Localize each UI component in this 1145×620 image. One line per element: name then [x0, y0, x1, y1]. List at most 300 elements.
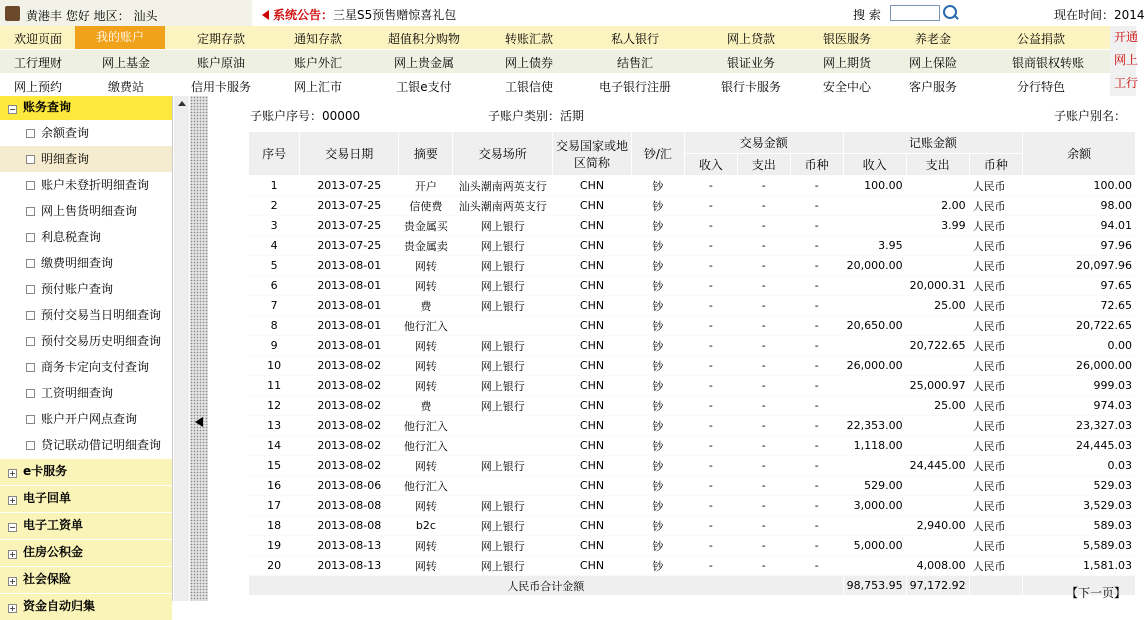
user-avatar-icon [5, 6, 20, 21]
cell-balance: 974.03 [1023, 396, 1136, 416]
search-input[interactable] [890, 5, 940, 21]
cell-summary: 费 [399, 396, 453, 416]
cell-date: 2013-08-01 [300, 296, 399, 316]
cell-txn-in: - [684, 416, 737, 436]
col-cash: 钞/汇 [631, 132, 684, 176]
col-book-in: 收入 [843, 154, 906, 176]
sidebar-item-label: 预付交易历史明细查询 [41, 334, 162, 348]
cell-balance: 100.00 [1023, 176, 1136, 196]
cell-book-out: 25.00 [906, 396, 969, 416]
cell-txn-ccy: - [790, 396, 843, 416]
cell-date: 2013-08-13 [300, 536, 399, 556]
table-row [249, 476, 1136, 496]
sidebar-item-credit-link[interactable] [0, 432, 172, 458]
cell-book-ccy: 人民币 [969, 396, 1023, 416]
table-row [249, 456, 1136, 476]
cell-book-ccy: 人民币 [969, 256, 1023, 276]
cell-book-in: 3,000.00 [843, 496, 906, 516]
cell-place: 网上银行 [453, 256, 553, 276]
cell-date: 2013-08-01 [300, 256, 399, 276]
cell-book-out: 25.00 [906, 296, 969, 316]
cell-txn-out: - [737, 256, 790, 276]
cell-cash: 钞 [631, 456, 684, 476]
sidebar-group-social-insurance[interactable] [0, 566, 172, 593]
cell-book-ccy: 人民币 [969, 556, 1023, 576]
item-icon [26, 389, 35, 398]
cell-cash: 钞 [631, 196, 684, 216]
cell-txn-out: - [737, 396, 790, 416]
cell-book-ccy: 人民币 [969, 276, 1023, 296]
sidebar-head-account-query[interactable] [0, 96, 172, 120]
cell-seq: 18 [249, 516, 300, 536]
cell-txn-ccy: - [790, 296, 843, 316]
cell-book-out [906, 256, 969, 276]
cell-balance: 1,581.03 [1023, 556, 1136, 576]
cell-book-out: 3.99 [906, 216, 969, 236]
side-link-3[interactable]: 工行 [1114, 76, 1139, 90]
cell-book-in [843, 336, 906, 356]
sidebar-item-label: 贷记联动借记明细查询 [41, 438, 162, 452]
cell-seq: 10 [249, 356, 300, 376]
expand-icon: + [9, 604, 16, 613]
cell-book-ccy: 人民币 [969, 316, 1023, 336]
cell-seq: 1 [249, 176, 300, 196]
cell-txn-out: - [737, 496, 790, 516]
sidebar-group-receipt[interactable] [0, 485, 172, 512]
cell-date: 2013-08-01 [300, 276, 399, 296]
table-row [249, 496, 1136, 516]
cell-country: CHN [553, 536, 632, 556]
cell-txn-ccy: - [790, 496, 843, 516]
cell-country: CHN [553, 216, 632, 236]
cell-txn-ccy: - [790, 476, 843, 496]
sidebar-item-unposted[interactable] [0, 172, 172, 198]
menu-fund[interactable]: 网上基金 [101, 56, 150, 70]
total-out: 97,172.92 [906, 576, 969, 596]
cell-txn-ccy: - [790, 276, 843, 296]
item-icon [26, 259, 35, 268]
menu-notice-deposit[interactable]: 通知存款 [293, 32, 342, 46]
cell-book-ccy: 人民币 [969, 536, 1023, 556]
cell-balance: 97.96 [1023, 236, 1136, 256]
total-ccy-cell [969, 576, 1023, 596]
side-link-1[interactable]: 开通 [1114, 30, 1139, 44]
cell-summary: 他行汇入 [399, 476, 453, 496]
table-row [249, 396, 1136, 416]
cell-txn-in: - [684, 316, 737, 336]
menu-precious-metal[interactable]: 网上贵金属 [393, 56, 454, 70]
cell-txn-ccy: - [790, 216, 843, 236]
sidebar-item-label: 账户开户网点查询 [41, 412, 138, 426]
menu-forex[interactable]: 账户外汇 [293, 56, 342, 70]
side-link-2[interactable]: 网上 [1114, 53, 1139, 67]
cell-seq: 12 [249, 396, 300, 416]
cell-txn-in: - [684, 336, 737, 356]
cell-place: 网上银行 [453, 376, 553, 396]
collapse-icon: − [9, 523, 16, 532]
cell-country: CHN [553, 236, 632, 256]
cell-country: CHN [553, 336, 632, 356]
cell-txn-ccy: - [790, 196, 843, 216]
menu-online-loan[interactable]: 网上贷款 [726, 32, 775, 46]
menu-fx-settle[interactable]: 结售汇 [616, 56, 653, 70]
cell-book-out [906, 496, 969, 516]
col-txn-ccy: 币种 [790, 154, 843, 176]
cell-summary: 网转 [399, 536, 453, 556]
cell-seq: 6 [249, 276, 300, 296]
sidebar-item-branch[interactable] [0, 406, 172, 432]
menu-private-bank[interactable]: 私人银行 [610, 32, 659, 46]
cell-balance: 94.01 [1023, 216, 1136, 236]
cell-cash: 钞 [631, 176, 684, 196]
cell-txn-out: - [737, 536, 790, 556]
sidebar-item-label: 预付交易当日明细查询 [41, 308, 162, 322]
cell-book-in: 5,000.00 [843, 536, 906, 556]
cell-txn-in: - [684, 436, 737, 456]
col-book-amount: 记账金额 [843, 132, 1023, 154]
sidebar-item-online-sale[interactable] [0, 198, 172, 224]
item-icon [26, 441, 35, 450]
item-icon [26, 233, 35, 242]
frame-splitter[interactable] [190, 96, 208, 601]
sidebar-item-label: 账户未登折明细查询 [41, 178, 150, 192]
sidebar-item-detail[interactable] [0, 146, 172, 172]
cell-summary: 他行汇入 [399, 316, 453, 336]
cell-book-ccy: 人民币 [969, 496, 1023, 516]
cell-book-in [843, 276, 906, 296]
notice-link[interactable]: 三星S5预售赠惊喜礼包 [333, 8, 457, 22]
cell-country: CHN [553, 476, 632, 496]
cell-book-ccy: 人民币 [969, 336, 1023, 356]
speaker-icon [262, 10, 269, 20]
cell-country: CHN [553, 556, 632, 576]
table-row [249, 536, 1136, 556]
cell-book-out: 20,000.31 [906, 276, 969, 296]
cell-cash: 钞 [631, 496, 684, 516]
cell-seq: 16 [249, 476, 300, 496]
menu-medical[interactable]: 银医服务 [822, 32, 871, 46]
sidebar-item-prepaid[interactable] [0, 276, 172, 302]
table-row [249, 336, 1136, 356]
menu-crude-oil[interactable]: 账户原油 [196, 56, 245, 70]
cell-txn-out: - [737, 436, 790, 456]
cell-date: 2013-08-02 [300, 376, 399, 396]
cell-book-out: 25,000.97 [906, 376, 969, 396]
cell-cash: 钞 [631, 416, 684, 436]
cell-country: CHN [553, 416, 632, 436]
col-txn-amount: 交易金额 [684, 132, 843, 154]
cell-book-ccy: 人民币 [969, 196, 1023, 216]
cell-country: CHN [553, 396, 632, 416]
cell-place: 网上银行 [453, 516, 553, 536]
total-in: 98,753.95 [843, 576, 906, 596]
cell-book-ccy: 人民币 [969, 216, 1023, 236]
cell-txn-out: - [737, 236, 790, 256]
menu-insurance[interactable]: 网上保险 [908, 56, 957, 70]
cell-book-ccy: 人民币 [969, 236, 1023, 256]
table-row [249, 216, 1136, 236]
cell-balance: 589.03 [1023, 516, 1136, 536]
sidebar-item-prepaid-today[interactable] [0, 302, 172, 328]
sidebar-item-label: 利息税查询 [41, 230, 102, 244]
sidebar-group-fund-sweep[interactable] [0, 593, 172, 620]
cell-balance: 23,327.03 [1023, 416, 1136, 436]
cell-balance: 26,000.00 [1023, 356, 1136, 376]
collapse-icon: − [9, 105, 16, 114]
sidebar-group-payslip[interactable] [0, 512, 172, 539]
cell-txn-in: - [684, 496, 737, 516]
sidebar-item-payment-detail[interactable] [0, 250, 172, 276]
menu-wealth[interactable]: 工行理财 [13, 56, 62, 70]
cell-book-in [843, 376, 906, 396]
cell-txn-out: - [737, 456, 790, 476]
user-greeting: 黄港丰 您好 地区： 汕头 [26, 9, 158, 23]
cell-cash: 钞 [631, 436, 684, 456]
cell-book-in [843, 396, 906, 416]
sidebar-group-housing-fund[interactable] [0, 539, 172, 566]
cell-seq: 15 [249, 456, 300, 476]
table-row [249, 276, 1136, 296]
menu-welcome[interactable]: 欢迎页面 [13, 32, 62, 46]
cell-txn-in: - [684, 176, 737, 196]
sidebar-item-label: 商务卡定向支付查询 [41, 360, 150, 374]
cell-book-out [906, 236, 969, 256]
sub-account-type: 子账户类别：活期 [488, 109, 585, 123]
cell-balance: 5,589.03 [1023, 536, 1136, 556]
table-row [249, 436, 1136, 456]
sidebar-item-label: 缴费明细查询 [41, 256, 114, 270]
cell-book-ccy: 人民币 [969, 416, 1023, 436]
cell-book-ccy: 人民币 [969, 456, 1023, 476]
cell-book-out: 4,008.00 [906, 556, 969, 576]
cell-txn-in: - [684, 456, 737, 476]
col-book-out: 支出 [906, 154, 969, 176]
menu-donation[interactable]: 公益捐款 [1016, 32, 1065, 46]
expand-icon: + [9, 469, 16, 478]
cell-book-in: 20,000.00 [843, 256, 906, 276]
cell-txn-in: - [684, 356, 737, 376]
cell-date: 2013-08-02 [300, 396, 399, 416]
cell-cash: 钞 [631, 516, 684, 536]
collapse-sidebar-icon[interactable] [195, 417, 203, 427]
search-icon[interactable] [943, 5, 957, 19]
cell-txn-ccy: - [790, 536, 843, 556]
menu-security[interactable]: 安全中心 [822, 80, 871, 94]
sidebar-group-label: e卡服务 [23, 464, 68, 478]
cell-txn-in: - [684, 296, 737, 316]
transaction-rows [249, 176, 1136, 576]
cell-summary: 他行汇入 [399, 416, 453, 436]
system-notice [262, 6, 456, 23]
cell-cash: 钞 [631, 216, 684, 236]
cell-txn-ccy: - [790, 356, 843, 376]
sidebar-item-label: 工资明细查询 [41, 386, 114, 400]
cell-txn-out: - [737, 356, 790, 376]
cell-cash: 钞 [631, 316, 684, 336]
cell-date: 2013-08-08 [300, 516, 399, 536]
table-row [249, 296, 1136, 316]
sidebar-item-salary[interactable] [0, 380, 172, 406]
cell-balance: 20,097.96 [1023, 256, 1136, 276]
menu-reservation[interactable]: 网上预约 [13, 80, 62, 94]
cell-txn-out: - [737, 216, 790, 236]
cell-book-ccy: 人民币 [969, 376, 1023, 396]
cell-txn-in: - [684, 276, 737, 296]
cell-txn-in: - [684, 536, 737, 556]
cell-txn-in: - [684, 516, 737, 536]
menu-bonds[interactable]: 网上债券 [504, 56, 553, 70]
cell-summary: 网转 [399, 456, 453, 476]
cell-txn-out: - [737, 556, 790, 576]
cell-book-in: 3.95 [843, 236, 906, 256]
cell-country: CHN [553, 276, 632, 296]
cell-book-ccy: 人民币 [969, 176, 1023, 196]
cell-country: CHN [553, 196, 632, 216]
menu-pension[interactable]: 养老金 [914, 32, 951, 46]
sidebar-item-label: 明细查询 [41, 152, 90, 166]
menu-row-1 [0, 26, 1110, 50]
item-icon [26, 363, 35, 372]
cell-cash: 钞 [631, 256, 684, 276]
col-balance: 余额 [1023, 132, 1136, 176]
cell-book-in [843, 296, 906, 316]
menu-branch-special[interactable]: 分行特色 [1016, 80, 1065, 94]
cell-txn-in: - [684, 196, 737, 216]
menu-transfer[interactable]: 转账汇款 [504, 32, 553, 46]
menu-messenger[interactable]: 工银信使 [504, 80, 553, 94]
item-icon [26, 207, 35, 216]
table-row [249, 256, 1136, 276]
cell-summary: 信使费 [399, 196, 453, 216]
menu-card-service[interactable]: 银行卡服务 [720, 80, 781, 94]
cell-txn-ccy: - [790, 236, 843, 256]
cell-txn-ccy: - [790, 516, 843, 536]
expand-icon: + [9, 577, 16, 586]
cell-summary: b2c [399, 516, 453, 536]
cell-txn-in: - [684, 236, 737, 256]
cell-cash: 钞 [631, 356, 684, 376]
total-row [249, 576, 1136, 596]
col-book-ccy: 币种 [969, 154, 1023, 176]
col-txn-out: 支出 [737, 154, 790, 176]
cell-place: 网上银行 [453, 216, 553, 236]
cell-date: 2013-08-02 [300, 416, 399, 436]
menu-bank-transfer[interactable]: 银商银权转账 [1011, 56, 1084, 70]
cell-country: CHN [553, 436, 632, 456]
menu-ebank-register[interactable]: 电子银行注册 [598, 80, 671, 94]
cell-txn-in: - [684, 216, 737, 236]
sidebar-group-label: 资金自动归集 [23, 599, 96, 613]
cell-date: 2013-07-25 [300, 196, 399, 216]
cell-book-out: 24,445.00 [906, 456, 969, 476]
cell-cash: 钞 [631, 556, 684, 576]
cell-place [453, 416, 553, 436]
menu-futures[interactable]: 网上期货 [822, 56, 871, 70]
sidebar-scrollbar[interactable] [174, 96, 189, 601]
menu-payment[interactable]: 缴费站 [107, 80, 144, 94]
cell-summary: 网转 [399, 556, 453, 576]
sidebar-item-label: 余额查询 [41, 126, 90, 140]
col-summary: 摘要 [399, 132, 453, 176]
cell-summary: 贵金属卖 [399, 236, 453, 256]
cell-country: CHN [553, 316, 632, 336]
current-time: 现在时间：2014 [1054, 8, 1145, 22]
cell-date: 2013-07-25 [300, 236, 399, 256]
cell-book-in: 100.00 [843, 176, 906, 196]
cell-place: 网上银行 [453, 356, 553, 376]
cell-book-out: 2,940.00 [906, 516, 969, 536]
cell-seq: 7 [249, 296, 300, 316]
cell-txn-ccy: - [790, 556, 843, 576]
cell-country: CHN [553, 356, 632, 376]
cell-txn-ccy: - [790, 336, 843, 356]
sidebar-group-ecard[interactable] [0, 458, 172, 485]
cell-cash: 钞 [631, 396, 684, 416]
cell-book-in [843, 516, 906, 536]
cell-date: 2013-07-25 [300, 176, 399, 196]
sidebar-item-balance[interactable] [0, 120, 172, 146]
menu-fixed-deposit[interactable]: 定期存款 [196, 32, 245, 46]
cell-country: CHN [553, 296, 632, 316]
cell-txn-out: - [737, 416, 790, 436]
menu-fx-market[interactable]: 网上汇市 [293, 80, 342, 94]
top-bar [0, 0, 1145, 26]
cell-book-out [906, 316, 969, 336]
menu-customer-service[interactable]: 客户服务 [908, 80, 957, 94]
cell-cash: 钞 [631, 296, 684, 316]
side-panel [1110, 26, 1139, 96]
cell-place: 网上银行 [453, 456, 553, 476]
cell-place: 网上银行 [453, 296, 553, 316]
item-icon [26, 181, 35, 190]
cell-txn-out: - [737, 376, 790, 396]
menu-my-account[interactable]: 我的账户 [75, 26, 165, 49]
cell-place [453, 476, 553, 496]
cell-summary: 他行汇入 [399, 436, 453, 456]
table-row [249, 556, 1136, 576]
cell-book-ccy: 人民币 [969, 356, 1023, 376]
cell-country: CHN [553, 256, 632, 276]
cell-cash: 钞 [631, 236, 684, 256]
table-row [249, 236, 1136, 256]
cell-balance: 999.03 [1023, 376, 1136, 396]
next-page-link[interactable]: 【下一页】 [1066, 586, 1127, 600]
menu-securities[interactable]: 银证业务 [726, 56, 775, 70]
cell-book-out [906, 536, 969, 556]
sidebar-item-business-card[interactable] [0, 354, 172, 380]
sidebar-item-prepaid-history[interactable] [0, 328, 172, 354]
cell-country: CHN [553, 496, 632, 516]
cell-cash: 钞 [631, 336, 684, 356]
cell-balance: 98.00 [1023, 196, 1136, 216]
cell-book-ccy: 人民币 [969, 476, 1023, 496]
menu-epay[interactable]: 工银e支付 [396, 80, 452, 94]
table-row [249, 376, 1136, 396]
cell-txn-out: - [737, 476, 790, 496]
sidebar-item-interest-tax[interactable] [0, 224, 172, 250]
cell-book-ccy: 人民币 [969, 516, 1023, 536]
cell-date: 2013-08-02 [300, 456, 399, 476]
item-icon [26, 129, 35, 138]
sidebar-item-label: 网上售货明细查询 [41, 204, 138, 218]
cell-country: CHN [553, 176, 632, 196]
menu-credit-card[interactable]: 信用卡服务 [190, 80, 251, 94]
menu-points-shopping[interactable]: 超值积分购物 [387, 32, 460, 46]
cell-date: 2013-08-13 [300, 556, 399, 576]
scroll-up-icon[interactable] [178, 101, 186, 106]
menu-row-3 [0, 74, 1110, 98]
cell-summary: 网转 [399, 356, 453, 376]
